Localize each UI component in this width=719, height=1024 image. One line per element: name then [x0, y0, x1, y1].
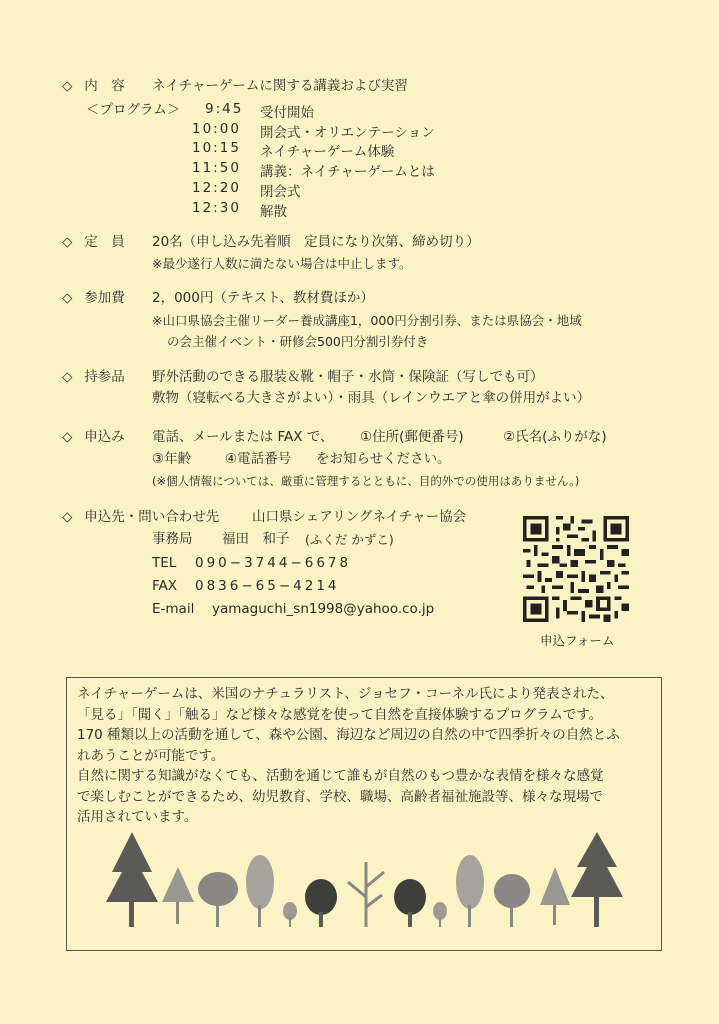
- diamond-bullet-icon: ◇: [62, 78, 73, 94]
- diamond-bullet-icon: ◇: [62, 369, 73, 385]
- diamond-bullet-icon: ◇: [62, 509, 73, 525]
- schedule-time: 12:20: [192, 180, 241, 196]
- round-tree-icon: [394, 879, 426, 927]
- apply-item-age: ③年齢: [152, 451, 192, 467]
- description-line: で楽しむことができるため、幼児教育、学校、職場、高齢者福祉施設等、様々な現場で: [77, 788, 603, 805]
- apply-item-phone: ④電話番号: [225, 451, 292, 467]
- items-label: 持参品: [84, 369, 125, 385]
- round-tree-icon: [305, 879, 337, 927]
- description-line: 170 種類以上の活動を通して、森や公園、海辺など周辺の自然の中で四季折々の自然とふ: [77, 727, 620, 743]
- description-line: 活用されています。: [77, 809, 198, 825]
- oval-tree-icon: [246, 855, 274, 927]
- apply-row: [62, 428, 125, 446]
- conifer-tree-icon: [571, 832, 623, 927]
- email-address: yamaguchi_sn1998@yahoo.co.jp: [212, 601, 435, 617]
- contact-row: [62, 508, 219, 526]
- contact-org: 山口県シェアリングネイチャー協会: [252, 509, 467, 525]
- content-text: ネイチャーゲームに関する講義および実習: [152, 78, 408, 94]
- capacity-label: 定 員: [84, 234, 125, 250]
- diamond-bullet-icon: ◇: [62, 290, 73, 306]
- tel-number: 090−3744−6678: [195, 555, 352, 571]
- schedule-time: 10:00: [192, 121, 241, 137]
- apply-item-address: ①住所(郵便番号): [360, 429, 464, 445]
- schedule-event: 閉会式: [260, 184, 301, 200]
- privacy-note: (※個人情報については、厳重に管理するとともに、目的外での使用はありません。): [152, 474, 580, 488]
- fee-row: [62, 289, 125, 307]
- qr-code-icon[interactable]: [523, 516, 629, 622]
- tel-label: TEL: [152, 555, 177, 571]
- description-line: 「見る」「聞く」「触る」など様々な感覚を使って自然を直接体験するプログラムです。: [77, 706, 603, 723]
- apply-method: 電話、メールまたは FAX で、: [152, 429, 334, 445]
- branch-tree-icon: [494, 874, 530, 927]
- diamond-bullet-icon: ◇: [62, 234, 73, 250]
- items-line-2: 敷物（寝転べる大きさがよい）・雨具（レインウエアと傘の併用がよい）: [152, 390, 591, 406]
- schedule-event: 講義：ネイチャーゲームとは: [260, 164, 435, 180]
- items-row: [62, 368, 125, 386]
- apply-instruction: をお知らせください。: [316, 451, 451, 467]
- schedule-event: 開会式・オリエンテーション: [260, 125, 435, 141]
- items-line-1: 野外活動のできる服装＆靴・帽子・水筒・保険証（写しでも可）: [152, 369, 544, 385]
- content-label: 内 容: [84, 78, 125, 94]
- schedule-event: 受付開始: [260, 105, 314, 121]
- fee-note-1: ※山口県協会主催リーダー養成講座1，000円分割引券、または県協会・地域: [152, 313, 582, 328]
- schedule-time: 12:30: [192, 200, 241, 216]
- schedule-time: 10:15: [192, 140, 241, 156]
- capacity-note: ※最少遂行人数に満たない場合は中止します。: [152, 256, 412, 271]
- fee-note-2: の会主催イベント・研修会500円分割引券付き: [167, 334, 429, 349]
- schedule-event: ネイチャーゲーム体験: [260, 144, 395, 160]
- tiny-tree-icon: [283, 902, 297, 927]
- conifer-tree-icon: [106, 832, 158, 927]
- small-tree-icon: [540, 867, 570, 925]
- content-row: [62, 77, 125, 95]
- capacity-text: 20名（申し込み先着順 定員になり次第、締め切り）: [152, 234, 480, 250]
- office-label: 事務局: [152, 531, 193, 547]
- trees-illustration-icon: [100, 827, 630, 937]
- contact-kana: (ふくだ かずこ): [305, 532, 394, 547]
- fax-label: FAX: [152, 578, 178, 594]
- description-line: 自然に関する知識がなくても、活動を通じて誰もが自然のもつ豊かな表情を様々な感覚: [77, 768, 604, 784]
- fee-label: 参加費: [84, 290, 125, 306]
- fee-text: 2，000円（テキスト、教材費ほか）: [152, 290, 374, 306]
- small-tree-icon: [162, 867, 194, 924]
- bare-tree-icon: [348, 862, 384, 927]
- diamond-bullet-icon: ◇: [62, 429, 73, 445]
- capacity-row: [62, 233, 125, 251]
- fax-number: 0836−65−4214: [195, 578, 340, 594]
- description-line: れあうことが可能です。: [77, 747, 225, 764]
- branch-tree-icon: [198, 872, 238, 927]
- oval-tree-icon: [456, 855, 484, 927]
- tiny-tree-icon: [433, 902, 447, 927]
- qr-caption: 申込フォーム: [540, 633, 615, 648]
- description-line: ネイチャーゲームは、米国のナチュラリスト、ジョセフ・コーネル氏により発表された、: [77, 686, 614, 702]
- apply-item-name: ②氏名(ふりがな): [503, 429, 607, 445]
- email-label: E-mail: [152, 601, 195, 617]
- program-label: ＜プログラム＞: [86, 102, 181, 118]
- schedule-time: 9:45: [205, 101, 244, 117]
- schedule-time: 11:50: [192, 160, 241, 176]
- contact-name: 福田 和子: [222, 531, 290, 547]
- schedule-event: 解散: [260, 204, 287, 220]
- apply-label: 申込み: [84, 429, 125, 445]
- contact-label: 申込先・問い合わせ先: [84, 509, 220, 525]
